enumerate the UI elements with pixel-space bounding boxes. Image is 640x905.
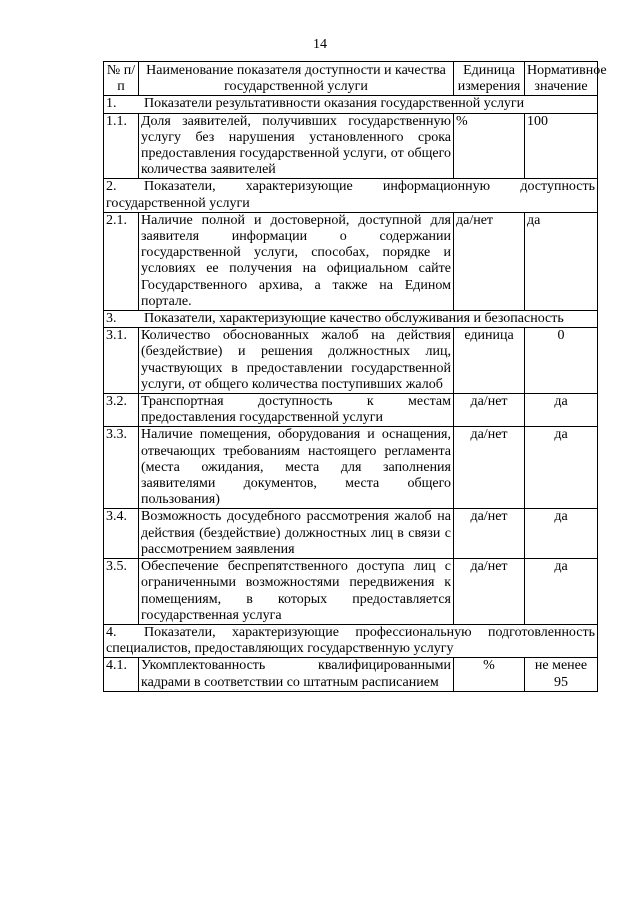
table-row <box>104 328 598 394</box>
table-row <box>104 113 598 179</box>
header-num: № п/п <box>104 62 139 96</box>
table-row <box>104 427 598 509</box>
row-unit: единица <box>454 328 525 394</box>
row-num: 3.4. <box>104 509 139 559</box>
table-row <box>104 394 598 427</box>
row-norm: да <box>525 394 598 427</box>
row-unit: да/нет <box>454 559 525 625</box>
row-norm: да <box>525 427 598 509</box>
row-num: 3.1. <box>104 328 139 394</box>
row-num: 1.1. <box>104 113 139 179</box>
table-row <box>104 509 598 559</box>
table-row <box>104 658 598 691</box>
row-num: 3.2. <box>104 394 139 427</box>
row-num: 3.3. <box>104 427 139 509</box>
row-num: 2.1. <box>104 212 139 310</box>
row-name: Наличие помещения, оборудования и оснащения, отвечающих требованиям настоящего регламента (места ожидания, места для заполнения заявителями документов, места общего пользования) <box>139 427 454 509</box>
section-title-text: Показатели результативности оказания государственной услуги <box>144 96 525 112</box>
row-norm: не менее 95 <box>525 658 598 691</box>
row-name: Транспортная доступность к местам предоставления государственной услуги <box>139 394 454 427</box>
row-name: Количество обоснованных жалоб на действия (бездействие) и решения должностных лиц, участвующих в предоставлении государственной услуги, от общего количества поступивших жалоб <box>139 328 454 394</box>
row-unit: да/нет <box>454 394 525 427</box>
row-name: Наличие полной и достоверной, доступной для заявителя информации о содержании государственной услуги, способах, порядке и условиях ее получения на официальном сайте Государственного архива, а также на Едином портале. <box>139 212 454 310</box>
section-title <box>104 311 598 328</box>
row-norm: да <box>525 509 598 559</box>
indicators-table <box>103 61 607 692</box>
section-num: 3. <box>106 311 117 327</box>
section-num: 2. <box>106 179 117 195</box>
row-unit: % <box>454 113 525 179</box>
header-name: Наименование показателя доступности и качества государственной услуги <box>139 62 454 96</box>
section-title-text: Показатели, характеризующие информационную доступность государственной услуги <box>106 179 595 211</box>
row-name: Доля заявителей, получивших государственную услугу без нарушения установленного срока предоставления государственной услуги, от общего количества заявителей <box>139 113 454 179</box>
row-unit: да/нет <box>454 509 525 559</box>
section-row <box>104 179 598 212</box>
section-title-text: Показатели, характеризующие профессиональную подготовленность специалистов, предоставляющих государственную услугу <box>106 624 595 657</box>
row-num: 4.1. <box>104 658 139 691</box>
table-header-row <box>104 62 598 96</box>
section-row <box>104 96 598 113</box>
section-row <box>104 624 598 657</box>
row-norm: 100 <box>525 113 598 179</box>
row-norm: да <box>525 559 598 625</box>
row-norm: 0 <box>525 328 598 394</box>
section-num: 4. <box>106 624 117 640</box>
section-row <box>104 311 598 328</box>
section-title <box>104 624 598 657</box>
section-num: 1. <box>106 96 117 112</box>
row-unit: да/нет <box>454 427 525 509</box>
header-norm: Нормативное значение <box>525 62 598 96</box>
row-name: Укомплектованность квалифицированными кадрами в соответствии со штатным расписанием <box>139 658 454 691</box>
header-unit: Единица измерения <box>454 62 525 96</box>
row-name: Обеспечение беспрепятственного доступа лиц с ограниченными возможностями передвижения к помещениям, в которых предоставляется государственная услуга <box>139 559 454 625</box>
row-name: Возможность досудебного рассмотрения жалоб на действия (бездействие) должностных лиц в связи с рассмотрением заявления <box>139 509 454 559</box>
row-num: 3.5. <box>104 559 139 625</box>
section-title <box>104 96 598 113</box>
table-row <box>104 559 598 625</box>
section-title <box>104 179 598 212</box>
page-number: 14 <box>313 37 327 52</box>
row-unit: % <box>454 658 525 691</box>
section-title-text: Показатели, характеризующие качество обслуживания и безопасность <box>144 311 564 327</box>
table-row <box>104 212 598 310</box>
row-norm: да <box>525 212 598 310</box>
row-unit: да/нет <box>454 212 525 310</box>
